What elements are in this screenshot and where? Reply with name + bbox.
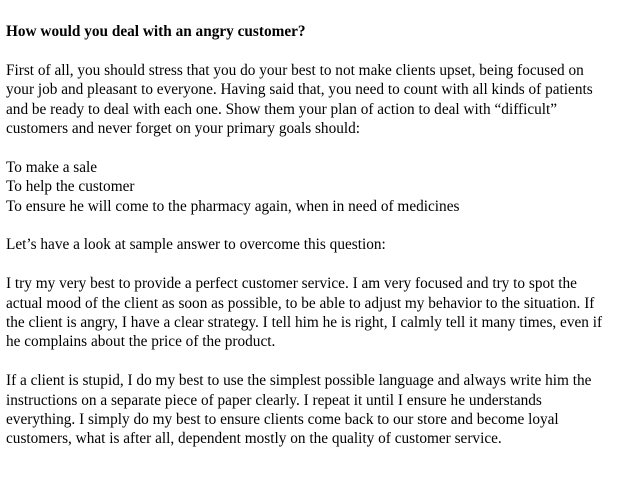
answer-line: I try my very best to provide a perfect customer service. I am very focused and try to spot the (6, 275, 577, 293)
answer-line: the client is angry, I have a clear strategy. I tell him he is right, I calmly tell it many times, even if (6, 314, 603, 332)
intro-line: and be ready to deal with each one. Show them your plan of action to deal with “difficult” (6, 100, 558, 118)
goal-item: To ensure he will come to the pharmacy again, when in need of medicines (6, 197, 460, 215)
document-page (6, 22, 634, 449)
transition-sentence: Let’s have a look at sample answer to overcome this question: (6, 236, 386, 254)
answer-paragraph-1 (6, 274, 634, 352)
spacer (6, 138, 634, 157)
answer-line: everything. I simply do my best to ensure clients come back to our store and become loyal (6, 411, 559, 429)
question-heading: How would you deal with an angry customer? (6, 23, 306, 40)
answer-line: actual mood of the client as soon as possible, to be able to adjust my behavior to the situation. If (6, 294, 595, 312)
spacer (6, 41, 634, 60)
intro-line: your job and pleasant to everyone. Having said that, you need to count with all kinds of patients (6, 81, 593, 99)
spacer (6, 255, 634, 274)
goal-item: To help the customer (6, 178, 135, 196)
goal-item: To make a sale (6, 158, 98, 176)
intro-paragraph (6, 61, 634, 139)
answer-line: instructions on a separate piece of paper clearly. I repeat it until I ensure he understands (6, 391, 542, 409)
spacer (6, 352, 634, 371)
intro-line: First of all, you should stress that you do your best to not make clients upset, being focused on (6, 61, 584, 79)
intro-line: customers and never forget on your primary goals should: (6, 120, 361, 138)
answer-line: If a client is stupid, I do my best to use the simplest possible language and always write him the (6, 372, 592, 390)
goals-list (6, 158, 634, 216)
answer-paragraph-2 (6, 371, 634, 449)
answer-line: he complains about the price of the product. (6, 333, 276, 351)
answer-line: customers, what is after all, dependent mostly on the quality of customer service. (6, 430, 502, 448)
spacer (6, 216, 634, 235)
